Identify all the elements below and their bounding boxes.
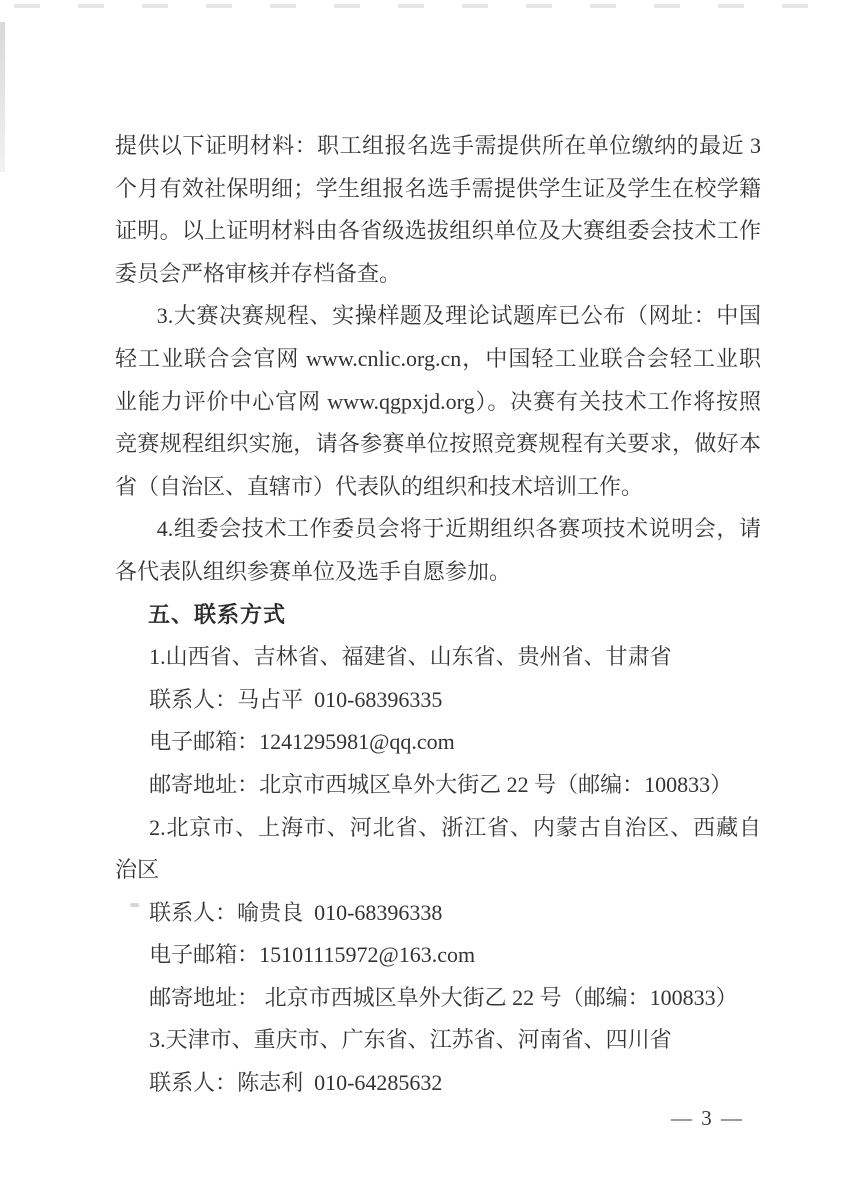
scan-artifact-top (14, 4, 838, 8)
contact-group-2-provinces-cont: 治区 (115, 857, 160, 883)
body-line: 省（自治区、直辖市）代表队的组织和技术培训工作。 (115, 473, 644, 499)
body-line: 证明。以上证明材料由各省级选拔组织单位及大赛组委会技术工作 (115, 218, 761, 244)
paragraph-item-4: 4.组委会技术工作委员会将于近期组织各赛项技术说明会，请 (156, 516, 761, 542)
body-line: 竞赛规程组织实施，请各参赛单位按照竞赛规程有关要求，做好本 (115, 431, 761, 457)
contact-group-1-address: 邮寄地址：北京市西城区阜外大街乙 22 号（邮编：100833） (149, 771, 733, 797)
contact-group-2-provinces: 2.北京市、上海市、河北省、浙江省、内蒙古自治区、西藏自 (149, 814, 761, 840)
paragraph-item-3: 3.大赛决赛规程、实操样题及理论试题库已公布（网址：中国 (156, 303, 761, 329)
contact-group-1-person: 联系人：马占平 010-68396335 (149, 686, 443, 712)
contact-group-2-person: 联系人：喻贵良 010-68396338 (149, 899, 443, 925)
body-line-website-cnlic: 轻工业联合会官网 www.cnlic.org.cn，中国轻工业联合会轻工业职 (115, 345, 761, 371)
contact-group-2-address: 邮寄地址： 北京市西城区阜外大街乙 22 号（邮编：100833） (149, 984, 738, 1010)
scan-artifact-left (0, 22, 5, 172)
body-line: 个月有效社保明细；学生组报名选手需提供学生证及学生在校学籍 (115, 175, 761, 201)
body-line: 各代表队组织参赛单位及选手自愿参加。 (115, 558, 512, 584)
section-heading-contacts: 五、联系方式 (148, 601, 287, 627)
body-line-website-qgpxjd: 业能力评价中心官网 www.qgpxjd.org）。决赛有关技术工作将按照 (115, 388, 761, 414)
contact-group-1-email: 电子邮箱：1241295981@qq.com (149, 729, 455, 755)
body-line: 委员会严格审核并存档备查。 (115, 260, 402, 286)
contact-group-1-provinces: 1.山西省、吉林省、福建省、山东省、贵州省、甘肃省 (149, 644, 672, 670)
contact-group-3-person: 联系人：陈志利 010-64285632 (149, 1070, 443, 1096)
body-line: 提供以下证明材料：职工组报名选手需提供所在单位缴纳的最近 3 (115, 133, 761, 158)
page-number: — 3 — (671, 1106, 744, 1130)
contact-group-2-email: 电子邮箱：15101115972@163.com (149, 942, 476, 968)
document-body (115, 125, 761, 1105)
contact-group-3-provinces: 3.天津市、重庆市、广东省、江苏省、河南省、四川省 (149, 1027, 672, 1053)
